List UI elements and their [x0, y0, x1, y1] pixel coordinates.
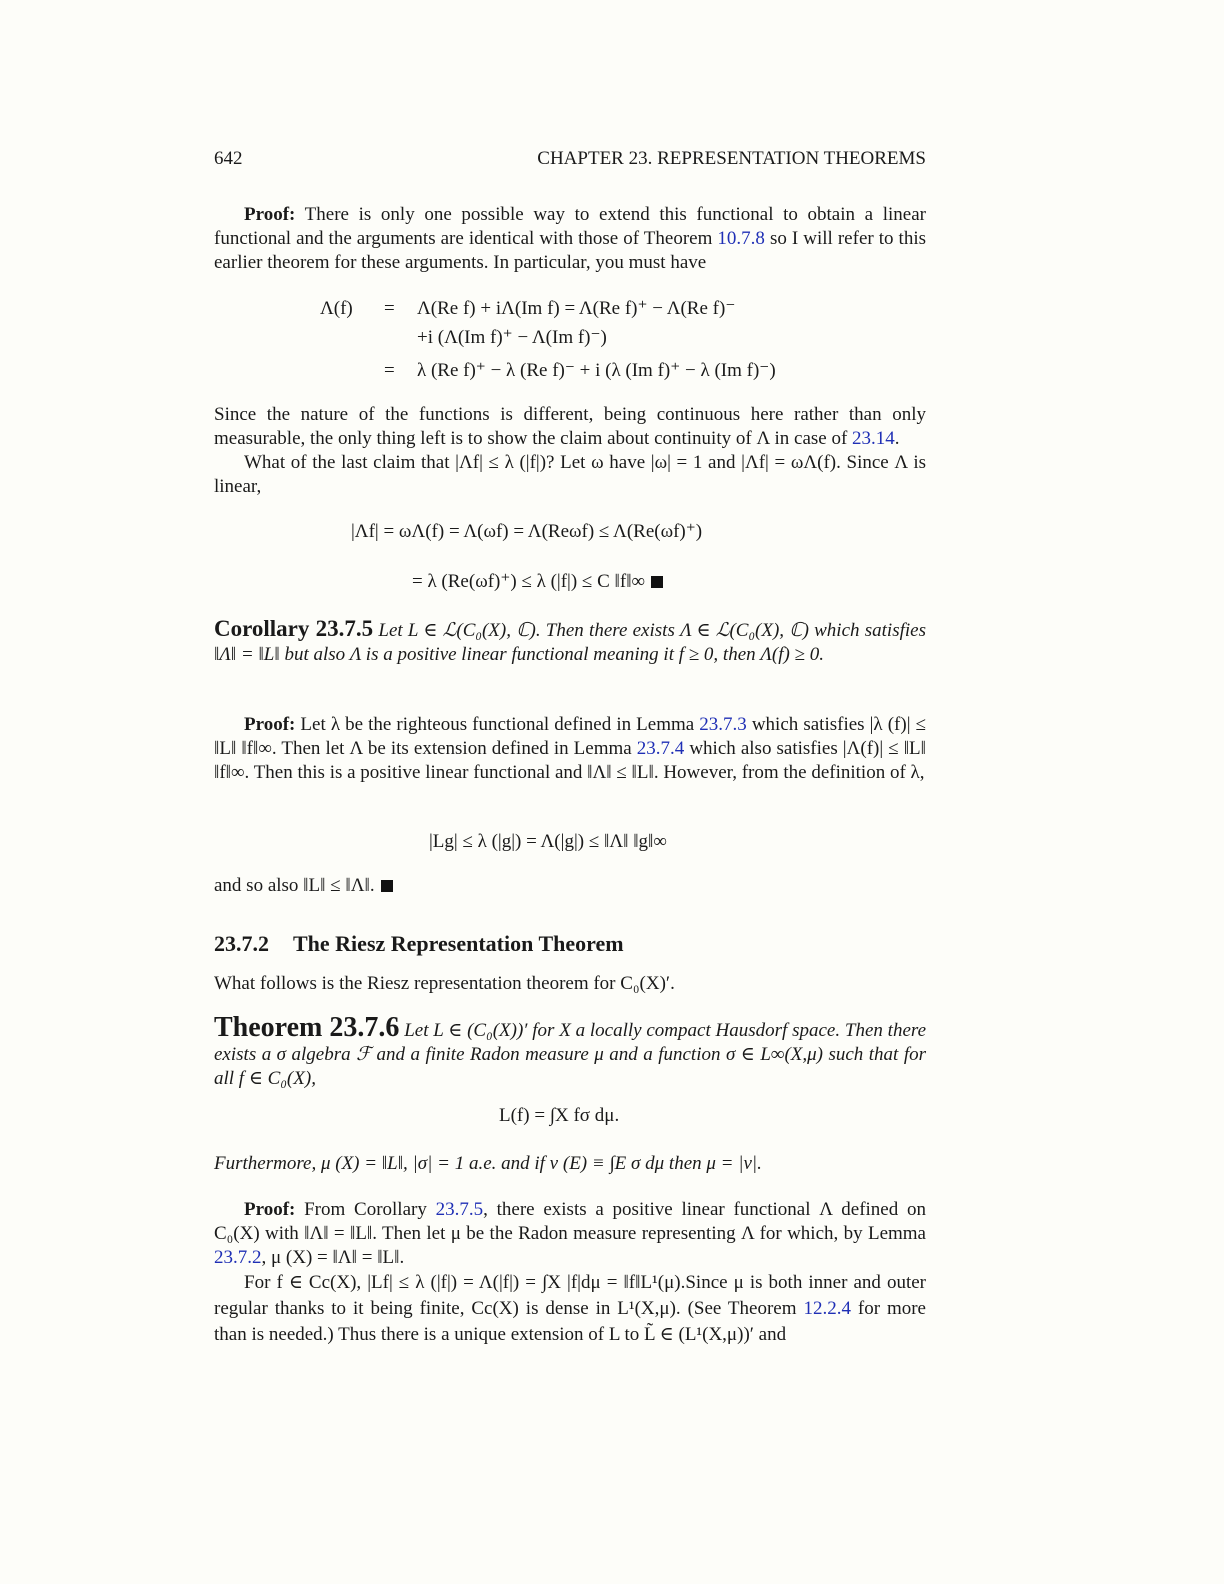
proof-label: Proof:: [244, 1199, 296, 1220]
theorem-text: Let L ∈ (C₀(X))′ for X a locally compact Hausdorf space. Then there exists a σ algebra ℱ and a finite Radon measure μ and a function σ ∈ L∞(X,μ) such that for all f ∈ C₀(X),: [214, 1020, 926, 1089]
theorem: [214, 1012, 926, 1091]
paragraph: What of the last claim that |Λf| ≤ λ (|f|)? Let ω have |ω| = 1 and |Λf| = ωΛ(f). Since Λ is linear,: [214, 452, 926, 497]
paragraph: What follows is the Riesz representation theorem for C₀(X)′.: [214, 973, 675, 994]
proof-text: , there exists a positive linear functional Λ defined on C₀(X) with ‖Λ‖ = ‖L‖. Then let μ be the Radon measure representing Λ for which, by Lemma: [214, 1199, 926, 1244]
equation-eq-sign: =: [384, 298, 395, 319]
proof-label: Proof:: [244, 714, 296, 735]
proof-text: Let λ be the righteous functional defined in Lemma: [295, 714, 700, 735]
lemma-link[interactable]: 23.7.3: [699, 714, 747, 735]
proof-text: which also satisfies |Λ(f)| ≤ ‖L‖ ‖f‖∞. Then this is a positive linear functional and ‖Λ‖ ≤ ‖L‖. However, from the definition of λ,: [214, 738, 926, 783]
paragraph: [214, 403, 926, 451]
paragraph-text: .: [894, 428, 900, 449]
paragraph-text: and so also ‖L‖ ≤ ‖Λ‖.: [214, 875, 375, 896]
corollary-link[interactable]: 23.7.5: [435, 1199, 484, 1220]
chapter-title: CHAPTER 23. REPRESENTATION THEOREMS: [537, 148, 926, 169]
lemma-link[interactable]: 23.7.2: [214, 1247, 262, 1268]
equation-eq-sign: =: [384, 360, 395, 381]
proof-paragraph-2: [214, 713, 926, 785]
corollary-text: Let L ∈ ℒ(C₀(X), ℂ). Then there exists Λ ∈ ℒ(C₀(X), ℂ) which satisfies ‖Λ‖ = ‖L‖ but also Λ is a positive linear functional meaning it f ≥ 0, then Λ(f) ≥ 0.: [214, 620, 926, 665]
section-title: The Riesz Representation Theorem: [293, 931, 624, 956]
section-number: 23.7.2: [214, 931, 269, 956]
equation-line: Λ(Re f) + iΛ(Im f) = Λ(Re f)⁺ − Λ(Re f)⁻: [417, 298, 736, 319]
equation-line: |Λf| = ωΛ(f) = Λ(ωf) = Λ(Reωf) ≤ Λ(Re(ωf)⁺): [351, 521, 703, 542]
qed-square-icon: [381, 880, 393, 892]
lemma-link[interactable]: 23.7.4: [636, 738, 685, 759]
proof-paragraph-3: [214, 1198, 926, 1270]
paragraph-text: For f ∈ Cc(X), |Lf| ≤ λ (|f|) = Λ(|f|) = ∫X |f|dμ = ‖f‖L¹(μ).Since μ is both inner and outer regular thanks to it being finite, Cc(X) is dense in L¹(X,μ). (See Theorem: [214, 1272, 926, 1319]
corollary-heading: Corollary 23.7.5: [214, 616, 374, 641]
equation-text: = λ (Re(ωf)⁺) ≤ λ (|f|) ≤ C ‖f‖∞: [412, 571, 646, 592]
equation-line: [412, 570, 663, 594]
equation-lhs: Λ(f): [320, 298, 353, 319]
section-heading: [214, 931, 624, 957]
page-number: 642: [214, 148, 243, 169]
paragraph: [214, 1270, 926, 1348]
equation-line: +i (Λ(Im f)⁺ − Λ(Im f)⁻): [417, 327, 607, 348]
qed-square-icon: [651, 576, 663, 588]
running-header: [214, 148, 926, 170]
theorem-formula: L(f) = ∫X fσ dμ.: [499, 1105, 620, 1126]
paragraph: [214, 874, 926, 898]
theorem-text: Furthermore, μ (X) = ‖L‖, |σ| = 1 a.e. and if ν (E) ≡ ∫E σ dμ then μ = |ν|.: [214, 1153, 762, 1174]
corollary: [214, 617, 926, 667]
proof-text: , μ (X) = ‖Λ‖ = ‖L‖.: [261, 1247, 405, 1268]
proof-text: which satisfies |λ (f)| ≤ ‖L‖ ‖f‖∞. Then let Λ be its extension defined in Lemma: [214, 714, 926, 759]
theorem-link[interactable]: 10.7.8: [717, 228, 765, 249]
paragraph-text: for more than is needed.) Thus there is a unique extension of L to L̃ ∈ (L¹(X,μ))′ and: [214, 1298, 926, 1345]
theorem-link[interactable]: 12.2.4: [803, 1298, 851, 1319]
proof-paragraph-1: [214, 203, 926, 275]
theorem-heading: Theorem 23.7.6: [214, 1012, 400, 1043]
equation-line: λ (Re f)⁺ − λ (Re f)⁻ + i (λ (Im f)⁺ − λ (Im f)⁻): [417, 360, 776, 381]
equation-line: |Lg| ≤ λ (|g|) = Λ(|g|) ≤ ‖Λ‖ ‖g‖∞: [429, 831, 667, 852]
proof-text: so I will refer to this earlier theorem for these arguments. In particular, you must have: [214, 228, 927, 273]
proof-text: From Corollary: [295, 1199, 436, 1220]
proof-label: Proof:: [244, 204, 296, 225]
paragraph-text: Since the nature of the functions is different, being continuous here rather than only measurable, the only thing left is to show the claim about continuity of Λ in case of: [214, 404, 926, 449]
proof-text: There is only one possible way to extend this functional to obtain a linear functional and the arguments are identical with those of Theorem: [214, 204, 926, 249]
equation-link[interactable]: 23.14: [852, 428, 895, 449]
